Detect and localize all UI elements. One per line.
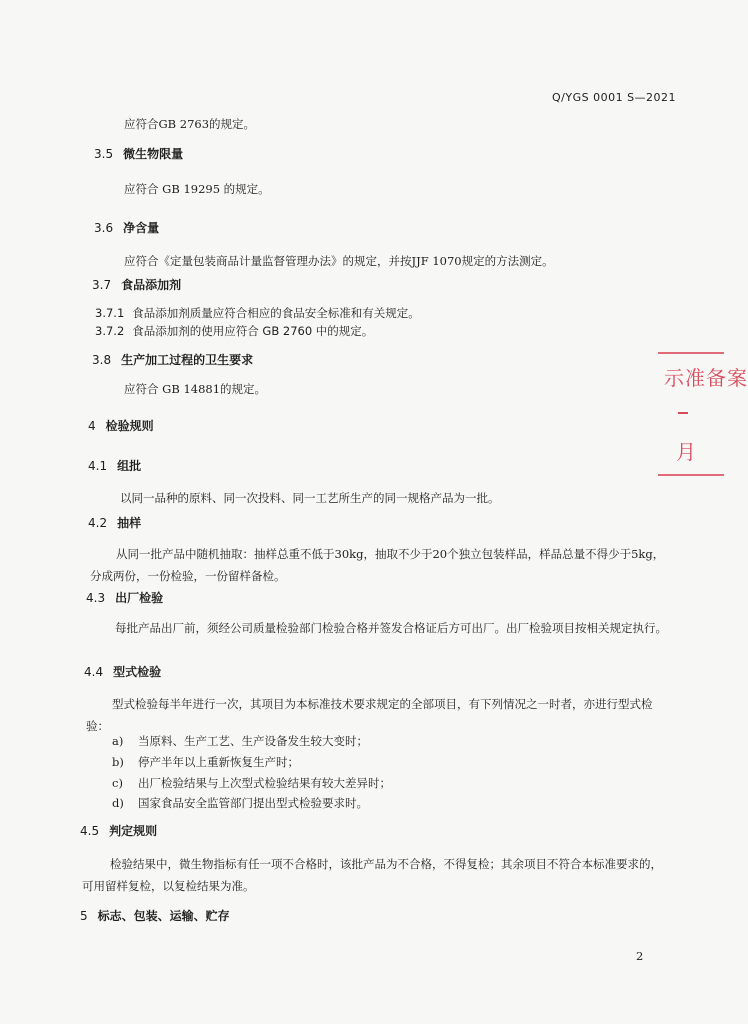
section-4-4-text: 型式检验每半年进行一次，其项目为本标准技术要求规定的全部项目，有下列情况之一时者，亦进行型式检验： — [86, 697, 653, 733]
section-3-8-text: 应符合 GB 14881的规定。 — [124, 382, 267, 396]
section-4-1-text: 以同一品种的原料、同一次投料、同一工艺所生产的同一规格产品为一批。 — [120, 491, 500, 505]
section-title: 抽样 — [117, 516, 142, 530]
list-item — [112, 775, 391, 791]
section-title: 判定规则 — [109, 824, 158, 838]
stamp-text: 示准备案 — [664, 366, 748, 390]
section-number: 4 — [88, 419, 96, 433]
section-4-2-text: 从同一批产品中随机抽取：抽样总重不低于30kg，抽取不少于20个独立包装样品，样品总量不得少于5kg，分成两份，一份检验，一份留样备检。 — [90, 547, 665, 583]
section-number: 3.5 — [94, 147, 114, 161]
section-number: 4.5 — [80, 824, 100, 838]
section-title: 型式检验 — [113, 665, 162, 679]
section-number: 4.4 — [84, 665, 104, 679]
section-title: 标志、包装、运输、贮存 — [97, 909, 230, 923]
section-4-5-text: 检验结果中，微生物指标有任一项不合格时，该批产品为不合格，不得复检；其余项目不符合本标准要求的，可用留样复检，以复检结果为准。 — [82, 857, 662, 893]
section-4-2-heading — [88, 514, 141, 531]
section-number: 3.7.2 — [95, 324, 125, 338]
section-3-6-heading — [94, 219, 159, 236]
section-3-4-text: 应符合GB 2763的规定。 — [124, 117, 256, 131]
section-3-6-text: 应符合《定量包装商品计量监督管理办法》的规定，并按JJF 1070规定的方法测定。 — [124, 254, 554, 268]
stamp-text: 月 — [676, 440, 696, 464]
section-title: 净含量 — [123, 221, 160, 235]
list-text: 国家食品安全监管部门提出型式检验要求时。 — [138, 796, 368, 810]
section-3-5-text: 应符合 GB 19295 的规定。 — [124, 182, 270, 196]
section-4-3-text: 每批产品出厂前，须经公司质量检验部门检验合格并签发合格证后方可出厂。出厂检验项目按相关规定执行。 — [115, 621, 667, 635]
section-3-5-heading — [94, 145, 183, 162]
section-number: 4.3 — [86, 591, 106, 605]
section-5-heading — [80, 907, 230, 924]
section-4-5-heading — [80, 822, 157, 839]
section-4-4-heading — [84, 663, 161, 680]
list-marker: b) — [112, 755, 124, 769]
section-4-1-heading — [88, 457, 141, 474]
list-text: 当原料、生产工艺、生产设备发生较大变时； — [138, 734, 368, 748]
section-title: 生产加工过程的卫生要求 — [121, 353, 254, 367]
section-number: 4.1 — [88, 459, 108, 473]
section-number: 5 — [80, 909, 88, 923]
section-3-7-heading — [92, 276, 181, 293]
list-item — [112, 733, 368, 749]
section-number: 3.7.1 — [95, 306, 125, 320]
doc-code-header: Q/YGS 0001 S—2021 — [552, 91, 677, 104]
section-3-7-1 — [95, 305, 420, 321]
list-marker: d) — [112, 796, 124, 810]
section-4-3-heading — [86, 589, 163, 606]
section-3-8-heading — [92, 351, 253, 368]
section-4-heading — [88, 417, 154, 434]
section-number: 3.6 — [94, 221, 114, 235]
section-title: 出厂检验 — [115, 591, 164, 605]
section-title: 组批 — [117, 459, 142, 473]
section-number: 4.2 — [88, 516, 108, 530]
page-number: 2 — [636, 949, 644, 963]
section-title: 微生物限量 — [123, 147, 184, 161]
stamp-dash — [678, 412, 688, 414]
section-number: 3.8 — [92, 353, 112, 367]
filing-stamp — [658, 352, 748, 476]
list-item — [112, 795, 368, 811]
section-text: 食品添加剂的使用应符合 GB 2760 中的规定。 — [132, 324, 374, 338]
section-number: 3.7 — [92, 278, 112, 292]
list-marker: a) — [112, 734, 124, 748]
list-text: 停产半年以上重新恢复生产时； — [138, 755, 299, 769]
section-title: 检验规则 — [105, 419, 154, 433]
section-3-7-2 — [95, 323, 373, 339]
section-title: 食品添加剂 — [121, 278, 182, 292]
list-marker: c) — [112, 776, 123, 790]
list-text: 出厂检验结果与上次型式检验结果有较大差异时； — [138, 776, 391, 790]
section-text: 食品添加剂质量应符合相应的食品安全标准和有关规定。 — [132, 306, 420, 320]
list-item — [112, 754, 299, 770]
